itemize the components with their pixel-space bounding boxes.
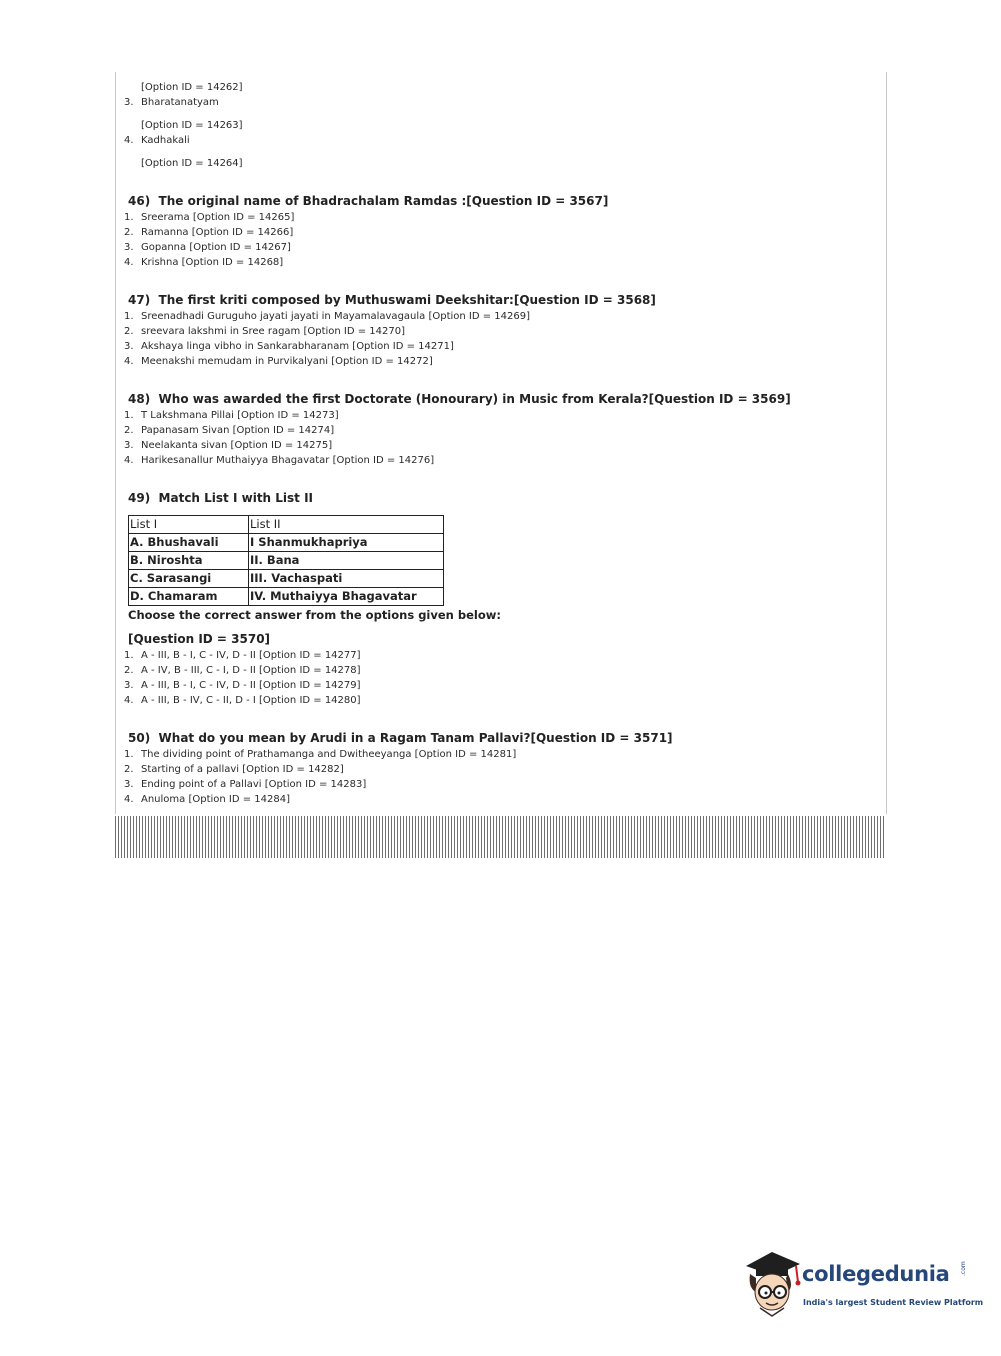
option-item[interactable]: 1. T Lakshmana Pillai [Option ID = 14273] <box>124 410 339 421</box>
question-48 <box>124 391 864 468</box>
option-item[interactable]: 3. Bharatanatyam <box>124 97 219 108</box>
match-table <box>128 515 444 606</box>
question-title: 47) The first kriti composed by Muthuswami Deekshitar:[Question ID = 3568] <box>128 293 656 307</box>
option-item[interactable]: 1. Sreenadhadi Guruguho jayati jayati in Mayamalavagaula [Option ID = 14269] <box>124 311 531 322</box>
option-item[interactable]: 3. Ending point of a Pallavi [Option ID = 14283] <box>124 779 367 790</box>
instruction-text: Choose the correct answer from the options given below: <box>128 608 501 622</box>
table-cell: D. Chamaram <box>129 588 249 606</box>
question-49 <box>124 490 864 708</box>
table-cell: A. Bhushavali <box>129 534 249 552</box>
option-item[interactable]: 4. Kadhakali <box>124 135 190 146</box>
table-cell: III. Vachaspati <box>249 570 444 588</box>
question-title: 46) The original name of Bhadrachalam Ramdas :[Question ID = 3567] <box>128 194 609 208</box>
question-title: 50) What do you mean by Arudi in a Ragam Tanam Pallavi?[Question ID = 3571] <box>128 731 673 745</box>
option-item[interactable]: 2. sreevara lakshmi in Sree ragam [Option ID = 14270] <box>124 326 406 337</box>
option-item[interactable]: 3. Gopanna [Option ID = 14267] <box>124 242 291 253</box>
question-title: 49) Match List I with List II <box>128 491 314 505</box>
option-item[interactable]: 4. Harikesanallur Muthaiyya Bhagavatar [Option ID = 14276] <box>124 455 435 466</box>
table-row <box>129 552 444 570</box>
table-cell: C. Sarasangi <box>129 570 249 588</box>
barcode-stripe-divider <box>115 816 886 858</box>
table-cell: II. Bana <box>249 552 444 570</box>
table-row <box>129 570 444 588</box>
table-cell: I Shanmukhapriya <box>249 534 444 552</box>
question-50 <box>124 730 864 807</box>
collegedunia-logo <box>742 1248 984 1318</box>
table-row <box>129 534 444 552</box>
option-item[interactable]: 1. The dividing point of Prathamanga and Dwitheeyanga [Option ID = 14281] <box>124 749 517 760</box>
option-item[interactable]: 2. Papanasam Sivan [Option ID = 14274] <box>124 425 335 436</box>
question-47 <box>124 292 864 369</box>
option-id: [Option ID = 14263] <box>141 120 243 131</box>
table-header-cell: List I <box>129 516 249 534</box>
option-item[interactable]: 4. A - III, B - IV, C - II, D - I [Option ID = 14280] <box>124 695 361 706</box>
question-id: [Question ID = 3570] <box>128 632 271 646</box>
table-row <box>129 588 444 606</box>
question-46 <box>124 193 864 270</box>
option-item[interactable]: 3. A - III, B - I, C - IV, D - II [Option ID = 14279] <box>124 680 361 691</box>
option-item[interactable]: 3. Akshaya linga vibho in Sankarabharanam [Option ID = 14271] <box>124 341 454 352</box>
option-item[interactable]: 2. Ramanna [Option ID = 14266] <box>124 227 294 238</box>
option-item[interactable]: 1. Sreerama [Option ID = 14265] <box>124 212 295 223</box>
table-cell: B. Niroshta <box>129 552 249 570</box>
table-cell: IV. Muthaiyya Bhagavatar <box>249 588 444 606</box>
option-item[interactable]: 4. Krishna [Option ID = 14268] <box>124 257 284 268</box>
option-id: [Option ID = 14262] <box>141 82 243 93</box>
option-item[interactable]: 3. Neelakanta sivan [Option ID = 14275] <box>124 440 333 451</box>
question-content <box>124 78 864 807</box>
option-item[interactable]: 2. A - IV, B - III, C - I, D - II [Option ID = 14278] <box>124 665 361 676</box>
option-id: [Option ID = 14264] <box>141 158 243 169</box>
option-item[interactable]: 2. Starting of a pallavi [Option ID = 14282] <box>124 764 344 775</box>
q45-tail <box>124 80 864 171</box>
logo-com: .com <box>960 1261 967 1276</box>
option-item[interactable]: 4. Anuloma [Option ID = 14284] <box>124 794 291 805</box>
question-title: 48) Who was awarded the first Doctorate (Honourary) in Music from Kerala?[Question ID = 3569] <box>128 392 791 406</box>
option-item[interactable]: 4. Meenakshi memudam in Purvikalyani [Option ID = 14272] <box>124 356 433 367</box>
logo-wordmark: collegedunia <box>802 1262 950 1286</box>
table-header-cell: List II <box>249 516 444 534</box>
table-row <box>129 516 444 534</box>
student-mascot-icon <box>742 1248 804 1318</box>
option-item[interactable]: 1. A - III, B - I, C - IV, D - II [Option ID = 14277] <box>124 650 361 661</box>
logo-tagline: India's largest Student Review Platform <box>803 1298 984 1307</box>
